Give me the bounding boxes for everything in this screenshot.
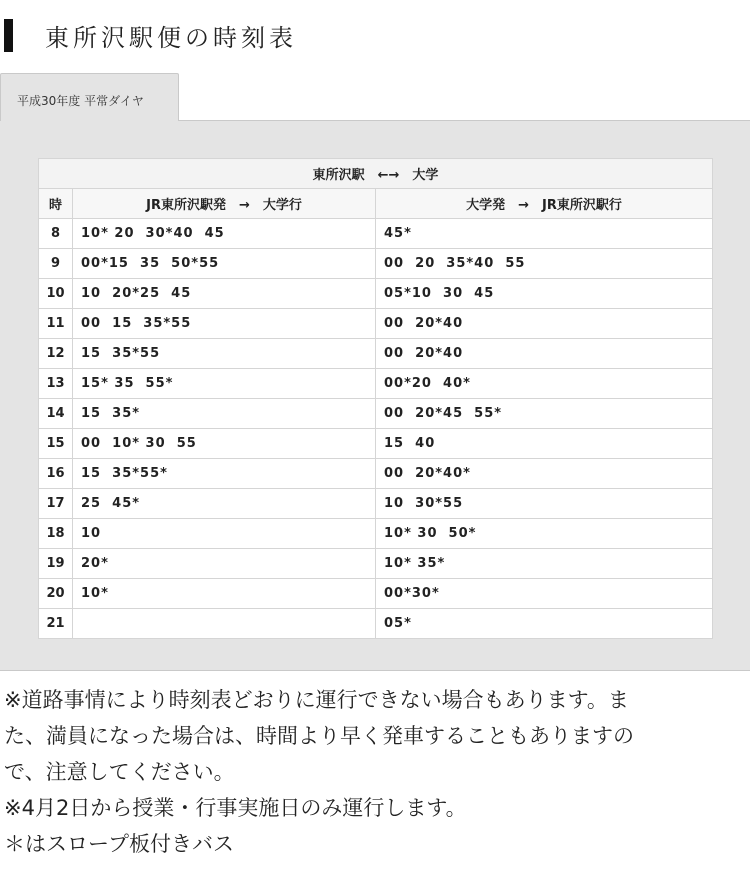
- departures-to-university: 20*: [73, 549, 376, 579]
- departures-to-university: 10: [73, 519, 376, 549]
- departures-to-station: 00 20 35*40 55: [376, 249, 713, 279]
- table-row: [39, 579, 713, 609]
- departures-to-station: 00*30*: [376, 579, 713, 609]
- hour-cell: 12: [39, 339, 73, 369]
- page-title: 東所沢駅便の時刻表: [45, 24, 297, 52]
- hour-cell: 8: [39, 219, 73, 249]
- departures-to-station: 45*: [376, 219, 713, 249]
- departures-to-station: 10 30*55: [376, 489, 713, 519]
- table-row: [39, 429, 713, 459]
- departures-to-university: 10 20*25 45: [73, 279, 376, 309]
- note-line: た、満員になった場合は、時間より早く発車することもありますの: [4, 724, 634, 748]
- hour-cell: 21: [39, 609, 73, 639]
- table-row: [39, 249, 713, 279]
- hour-cell: 13: [39, 369, 73, 399]
- hour-cell: 14: [39, 399, 73, 429]
- title-accent-bar: [4, 19, 13, 52]
- table-row: [39, 399, 713, 429]
- route-label: 東所沢駅 ←→ 大学: [39, 159, 713, 189]
- departures-to-station: 15 40: [376, 429, 713, 459]
- departures-to-station: 05*10 30 45: [376, 279, 713, 309]
- departures-to-university: 00*15 35 50*55: [73, 249, 376, 279]
- departures-to-station: 05*: [376, 609, 713, 639]
- table-row: [39, 339, 713, 369]
- table-row: [39, 459, 713, 489]
- departures-to-station: 00 20*40: [376, 339, 713, 369]
- table-row: [39, 369, 713, 399]
- departures-to-university: 25 45*: [73, 489, 376, 519]
- departures-to-university: 00 15 35*55: [73, 309, 376, 339]
- departures-to-university: 15 35*55: [73, 339, 376, 369]
- departures-to-university: 15 35*55*: [73, 459, 376, 489]
- departures-to-university: 15 35*: [73, 399, 376, 429]
- table-row: [39, 489, 713, 519]
- timetable: [38, 158, 713, 639]
- departures-to-university: 15* 35 55*: [73, 369, 376, 399]
- hour-cell: 18: [39, 519, 73, 549]
- departures-to-university: 10*: [73, 579, 376, 609]
- hour-cell: 17: [39, 489, 73, 519]
- table-row: [39, 219, 713, 249]
- departures-to-station: 10* 35*: [376, 549, 713, 579]
- timetable-panel: [0, 120, 750, 671]
- table-row: [39, 309, 713, 339]
- table-row: [39, 279, 713, 309]
- departures-to-university: 00 10* 30 55: [73, 429, 376, 459]
- departures-to-university: 10* 20 30*40 45: [73, 219, 376, 249]
- departures-to-station: 00*20 40*: [376, 369, 713, 399]
- table-row: [39, 519, 713, 549]
- page-header: [4, 14, 744, 54]
- departures-to-university: [73, 609, 376, 639]
- hour-cell: 15: [39, 429, 73, 459]
- hour-cell: 20: [39, 579, 73, 609]
- note-line: ＊はスロープ板付きバス: [4, 832, 234, 856]
- tab-schedule-type[interactable]: [0, 73, 179, 121]
- departures-to-station: 10* 30 50*: [376, 519, 713, 549]
- departures-to-station: 00 20*40: [376, 309, 713, 339]
- hour-cell: 19: [39, 549, 73, 579]
- departures-to-station: 00 20*45 55*: [376, 399, 713, 429]
- column-header-to-station: 大学発 → JR東所沢駅行: [376, 189, 713, 219]
- departures-to-station: 00 20*40*: [376, 459, 713, 489]
- note-line: ※道路事情により時刻表どおりに運行できない場合もあります。ま: [4, 688, 629, 712]
- hour-cell: 11: [39, 309, 73, 339]
- hour-cell: 10: [39, 279, 73, 309]
- note-line: ※4月2日から授業・行事実施日のみ運行します。: [4, 796, 467, 820]
- column-header-hour: 時: [39, 189, 73, 219]
- note-line: で、注意してください。: [4, 760, 235, 784]
- column-header-to-university: JR東所沢駅発 → 大学行: [73, 189, 376, 219]
- notes: [4, 682, 746, 862]
- table-row: [39, 609, 713, 639]
- route-header-row: [39, 159, 713, 189]
- hour-cell: 16: [39, 459, 73, 489]
- tab-label: 平成30年度 平常ダイヤ: [17, 94, 144, 108]
- table-row: [39, 549, 713, 579]
- column-header-row: [39, 189, 713, 219]
- hour-cell: 9: [39, 249, 73, 279]
